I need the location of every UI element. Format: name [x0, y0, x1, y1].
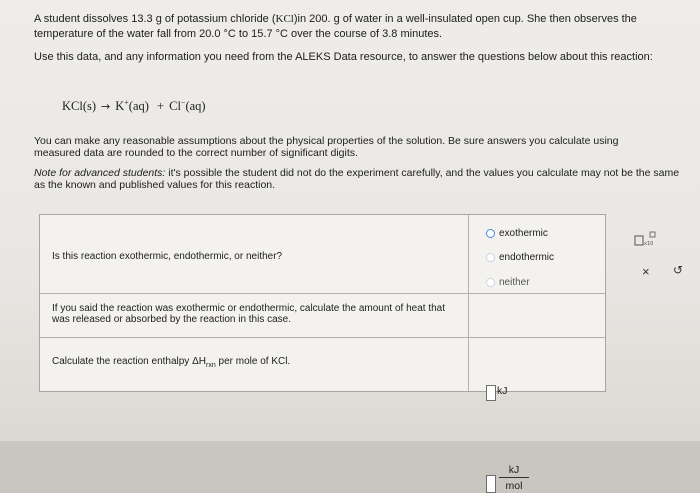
reaction-arrow: →	[101, 100, 111, 114]
question-1-text: Is this reaction exothermic, endothermic, or neither?	[52, 251, 283, 262]
problem-intro	[34, 12, 664, 73]
q3-text-a: Calculate the reaction enthalpy ΔH	[52, 356, 206, 367]
statement-part-a: A student dissolves 13.3 g of potassium chloride (	[34, 13, 276, 25]
kcl-formula: KCl	[275, 13, 294, 25]
statement-part-b: )in 200. g of water in a well-insulated open cup. She then observes the temperature of the water fall from 20.0 °C to 15.7 °C over the course of 3.8 minutes.	[34, 13, 637, 40]
plus-sign: +	[157, 99, 165, 114]
k-state: (aq)	[128, 99, 149, 114]
cl-charge: −	[180, 98, 186, 107]
question-3-text	[52, 356, 290, 371]
problem-statement	[34, 12, 664, 42]
product-cl: Cl	[169, 99, 181, 114]
option-label: neither	[499, 277, 530, 288]
cl-state: (aq)	[185, 99, 206, 114]
instructions: Use this data, and any information you need from the ALEKS Data resource, to answer the questions below about this reaction:	[34, 51, 653, 63]
dissolution-equation	[62, 98, 206, 114]
heat-unit: kJ	[497, 385, 508, 397]
note-text: it's possible the student did not do the experiment carefully, and the values you calculate may not be the same as the known and published values for this reaction.	[34, 167, 680, 191]
enthalpy-unit	[499, 464, 529, 492]
undo-button[interactable]: ↺	[673, 263, 684, 277]
k-charge: +	[124, 98, 129, 107]
question-table	[39, 214, 606, 492]
product-k: K	[115, 99, 125, 114]
assumptions-text: You can make any reasonable assumptions about the physical properties of the solution. Be sure answers you calculate using measured data are rounded to the correct number of significant digits.	[34, 135, 619, 159]
option-label: endothermic	[499, 252, 555, 263]
radio-icon[interactable]	[486, 253, 495, 262]
reactant: KCl(s)	[62, 99, 97, 114]
scientific-notation-icon[interactable]	[633, 230, 657, 250]
question-row-1	[40, 215, 605, 294]
question-row-3	[40, 337, 605, 492]
option-exothermic[interactable]	[486, 228, 548, 239]
clear-button[interactable]: ×	[642, 264, 650, 279]
advanced-note	[34, 167, 684, 191]
svg-text:x10: x10	[644, 241, 654, 247]
unit-numerator: kJ	[499, 464, 529, 478]
radio-icon[interactable]	[486, 229, 495, 238]
question-2-text: If you said the reaction was exothermic or endothermic, calculate the amount of heat that was released or absorbed by the reaction in this case.	[52, 303, 445, 325]
enthalpy-answer-input[interactable]	[486, 475, 496, 493]
option-neither[interactable]	[486, 277, 530, 288]
note-label: Note for advanced students:	[34, 167, 166, 179]
radio-icon[interactable]	[486, 278, 495, 287]
option-endothermic[interactable]	[486, 252, 554, 263]
option-label: exothermic	[499, 228, 548, 239]
q3-subscript: rxn	[206, 362, 216, 369]
q3-text-b: per mole of KCl.	[215, 356, 291, 367]
unit-denominator: mol	[505, 480, 523, 492]
